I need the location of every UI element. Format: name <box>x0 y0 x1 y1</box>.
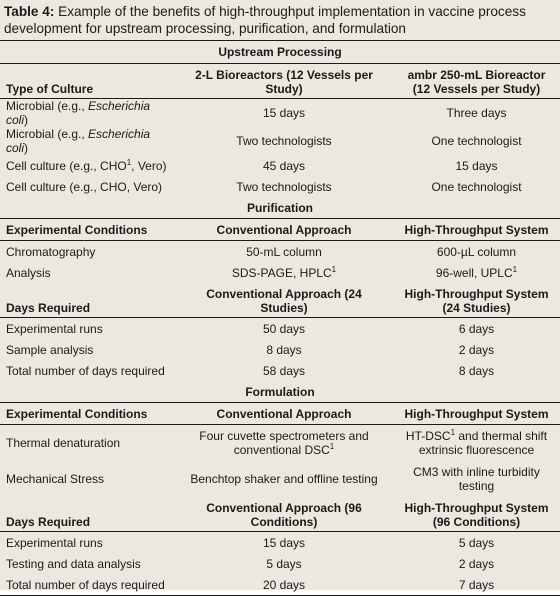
caption-text: Example of the benefits of high-throughput implementation in vaccine process development for upstream processing, purification, and formulation <box>4 4 526 36</box>
table-cell: SDS-PAGE, HPLC$^1$ <box>231 264 337 280</box>
row-label: Sample analysis <box>6 342 94 357</box>
table-cell: Two technologists <box>236 179 332 194</box>
section-header-upstream <box>0 41 560 64</box>
table-row <box>0 176 560 197</box>
column-header: Experimental Conditions <box>0 403 175 425</box>
table-row <box>0 574 560 595</box>
row-label: Total number of days required <box>6 363 165 378</box>
section-title: Upstream Processing <box>0 41 560 64</box>
days-header-row <box>0 497 560 532</box>
column-header: High-Throughput System (96 Conditions) <box>393 497 560 532</box>
row-label: Mechanical Stress <box>6 472 105 486</box>
table-caption <box>0 0 560 40</box>
row-label: Experimental runs <box>6 535 103 550</box>
column-header: Experimental Conditions <box>0 219 175 241</box>
table-row <box>0 99 560 128</box>
table-row <box>0 360 560 381</box>
row-label: Microbial (e.g., Escherichia coli) <box>6 127 151 155</box>
table-row <box>0 532 560 554</box>
table-cell: Four cuvette spectrometers and conventional DSC$^1$ <box>199 429 369 457</box>
comparison-table <box>0 41 560 595</box>
table-cell: 15 days <box>262 106 306 120</box>
table-cell: 2 days <box>458 342 495 357</box>
column-header: Conventional Approach <box>175 219 393 241</box>
section-title: Purification <box>0 197 560 219</box>
table-cell: 96-well, UPLC$^1$ <box>435 264 518 280</box>
table-cell: 5 days <box>458 535 495 550</box>
table-cell: Two technologists <box>236 134 332 148</box>
section-title: Formulation <box>0 381 560 403</box>
section-header-purification <box>0 197 560 219</box>
table-cell: 50 days <box>262 321 306 336</box>
column-header: Conventional Approach <box>175 403 393 425</box>
row-label: Analysis <box>6 265 51 280</box>
table-cell: 15 days <box>262 535 306 550</box>
table-row <box>0 425 560 462</box>
table-cell: HT-DSC$^1$ and thermal shift extrinsic fluorescence <box>405 428 548 457</box>
table-row <box>0 339 560 360</box>
column-header: High-Throughput System <box>393 219 560 241</box>
column-header-row <box>0 403 560 425</box>
column-header: High-Throughput System (24 Studies) <box>393 283 560 318</box>
row-label: Testing and data analysis <box>6 556 141 571</box>
table-cell: 8 days <box>458 363 495 378</box>
table-row <box>0 553 560 574</box>
table-cell: 58 days <box>262 363 306 378</box>
column-header: 2-L Bioreactors (12 Vessels per Study) <box>175 64 393 99</box>
table-cell: CM3 with inline turbidity testing <box>413 465 540 493</box>
column-header-row <box>0 64 560 99</box>
table-cell: One technologist <box>431 134 522 148</box>
row-label: Experimental runs <box>6 321 103 336</box>
table-cell: 45 days <box>262 158 306 173</box>
table-cell: Three days <box>446 106 507 120</box>
row-label: Cell culture (e.g., CHO, Vero) <box>6 179 163 194</box>
table-cell: 20 days <box>262 577 306 592</box>
column-header: Days Required <box>0 497 175 532</box>
table-cell: 8 days <box>266 342 302 357</box>
table-cell: 6 days <box>458 321 495 336</box>
table-row <box>0 155 560 176</box>
column-header: Type of Culture <box>0 64 175 99</box>
table-cell: 600-µL column <box>436 244 517 259</box>
table-cell: Benchtop shaker and offline testing <box>190 472 378 486</box>
row-label: Thermal denaturation <box>6 436 121 450</box>
row-label: Microbial (e.g., Escherichia coli) <box>6 99 151 127</box>
column-header: High-Throughput System <box>393 403 560 425</box>
section-header-formulation <box>0 381 560 403</box>
table-row <box>0 127 560 155</box>
row-label: Total number of days required <box>6 577 165 592</box>
table-cell: 50-mL column <box>246 244 322 259</box>
table-cell: 5 days <box>266 556 302 571</box>
table-cell: 15 days <box>455 158 498 173</box>
table-row <box>0 461 560 497</box>
column-header: Conventional Approach (24 Studies) <box>175 283 393 318</box>
table-row <box>0 241 560 263</box>
column-header: Days Required <box>0 283 175 318</box>
column-header-row <box>0 219 560 241</box>
table-row <box>0 262 560 283</box>
row-label: Cell culture (e.g., CHO$^1$, Vero) <box>6 157 167 173</box>
column-header: ambr 250-mL Bioreactor (12 Vessels per Study) <box>393 64 560 99</box>
table-row <box>0 318 560 340</box>
column-header: Conventional Approach (96 Conditions) <box>175 497 393 532</box>
row-label: Chromatography <box>6 244 96 259</box>
days-header-row <box>0 283 560 318</box>
caption-label: Table 4: <box>4 4 55 19</box>
table-cell: One technologist <box>431 179 522 194</box>
table-cell: 2 days <box>458 556 495 571</box>
table-cell: 7 days <box>458 577 495 592</box>
